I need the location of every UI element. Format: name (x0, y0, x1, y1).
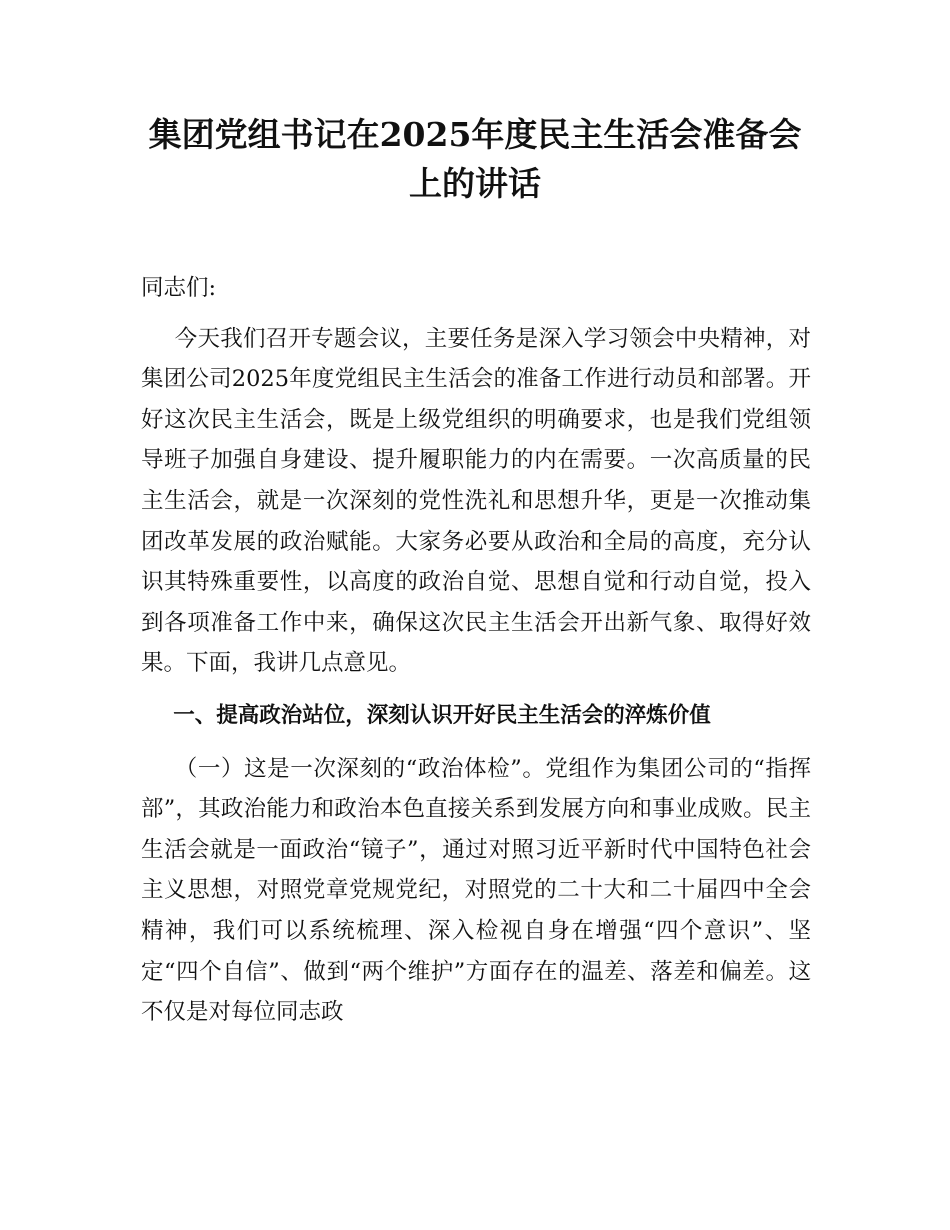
document-body (141, 268, 811, 1033)
document-title: 集团党组书记在2025年度民主生活会准备会上的讲话 (148, 115, 802, 203)
intro-paragraph: 今天我们召开专题会议，主要任务是深入学习领会中央精神，对集团公司2025年度党组民主生活会的准备工作进行动员和部署。开好这次民主生活会，既是上级党组织的明确要求，也是我们党组领导班子加强自身建设、提升履职能力的内在需要。一次高质量的民主生活会，就是一次深刻的党性洗礼和思想升华，更是一次推动集团改革发展的政治赋能。大家务必要从政治和全局的高度，充分认识其特殊重要性，以高度的政治自觉、思想自觉和行动自觉，投入到各项准备工作中来，确保这次民主生活会开出新气象、取得好效果。下面，我讲几点意见。 (141, 325, 811, 677)
section-heading: 一、提高政治站位，深刻认识开好民主生活会的淬炼价值 (173, 702, 711, 728)
section-paragraph: （一）这是一次深刻的“政治体检”。党组作为集团公司的“指挥部”，其政治能力和政治本色直接关系到发展方向和事业成败。民主生活会就是一面政治“镜子”，通过对照习近平新时代中国特色社会主义思想，对照党章党规党纪，对照党的二十大和二十届四中全会精神，我们可以系统梳理、深入检视自身在增强“四个意识”、坚定“四个自信”、做到“两个维护”方面存在的温差、落差和偏差。这不仅是对每位同志政 (141, 755, 811, 1026)
greeting: 同志们: (141, 275, 217, 301)
